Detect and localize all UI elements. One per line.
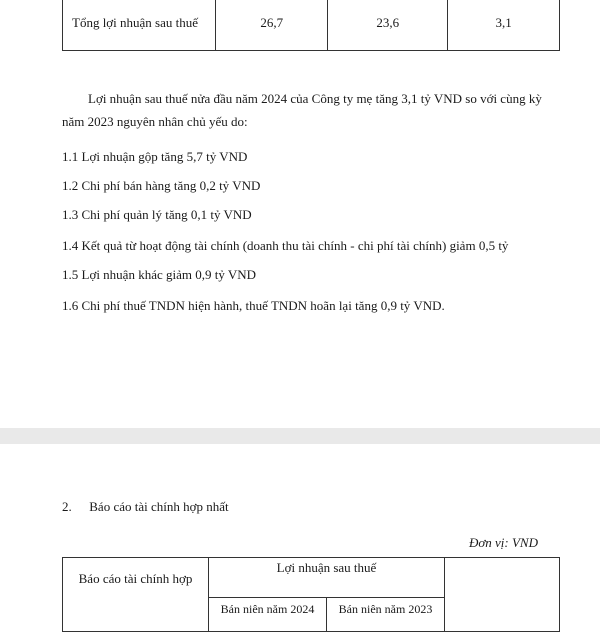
table-header-group: Lợi nhuận sau thuế (209, 558, 445, 598)
table-header-cell (445, 558, 560, 632)
list-item: 1.4 Kết quả từ hoạt động tài chính (doanh thu tài chính - chi phí tài chính) giảm 0,5 tỷ (62, 238, 509, 253)
paragraph-line: Lợi nhuận sau thuế nửa đầu năm 2024 của Công ty mẹ tăng 3,1 tỷ VND so với cùng kỳ (88, 91, 542, 106)
list-item: 1.2 Chi phí bán hàng tăng 0,2 tỷ VND (62, 178, 261, 193)
table-cell-value: 3,1 (448, 0, 560, 51)
body-paragraph (62, 87, 562, 133)
table-header-cell: Báo cáo tài chính hợp (63, 558, 209, 632)
profit-summary-table (62, 0, 560, 51)
list-item: 1.6 Chi phí thuế TNDN hiện hành, thuế TNDN hoãn lại tăng 0,9 tỷ VND. (62, 298, 445, 313)
section-heading (62, 499, 229, 515)
table-cell-value: 26,7 (216, 0, 328, 51)
table-row (63, 0, 560, 51)
document-page-2 (0, 444, 600, 616)
section-title-text: Báo cáo tài chính hợp nhất (89, 499, 229, 514)
table-header-row (63, 558, 560, 598)
section-number: 2. (62, 499, 72, 514)
unit-label: Đơn vị: VND (468, 535, 538, 550)
list-item: 1.5 Lợi nhuận khác giảm 0,9 tỷ VND (62, 267, 257, 282)
list-item: 1.3 Chi phí quản lý tăng 0,1 tỷ VND (62, 207, 252, 222)
table-subheader-cell: Bán niên năm 2024 (209, 597, 327, 631)
table-cell-label: Tổng lợi nhuận sau thuế (63, 0, 216, 51)
table-subheader-cell: Bán niên năm 2023 (327, 597, 445, 631)
table-cell-value: 23,6 (328, 0, 448, 51)
list-item: 1.1 Lợi nhuận gộp tăng 5,7 tỷ VND (62, 149, 248, 164)
page-separator (0, 428, 600, 444)
paragraph-line: năm 2023 nguyên nhân chủ yếu do: (62, 114, 248, 129)
consolidated-profit-table (62, 557, 560, 632)
